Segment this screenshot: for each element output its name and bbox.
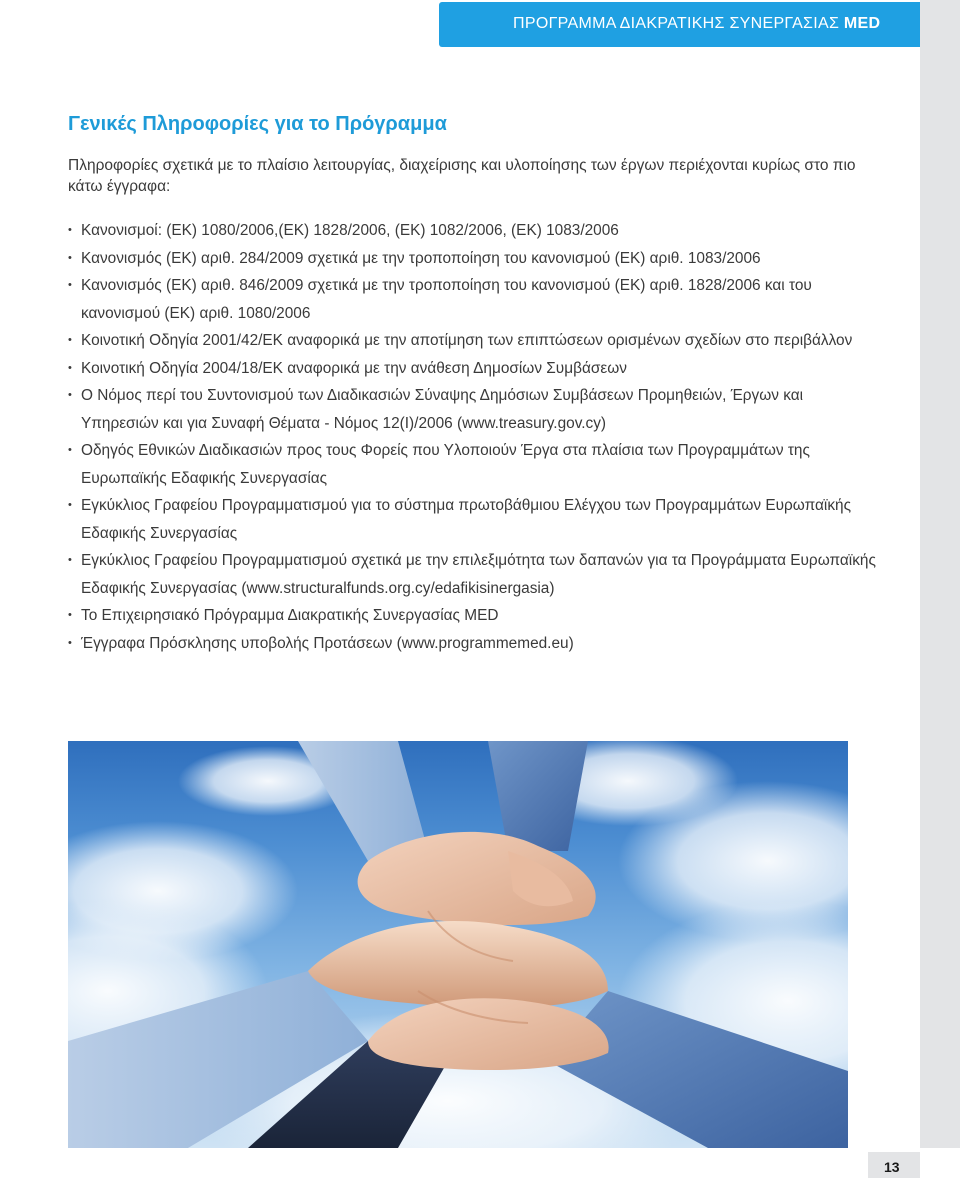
list-item — [68, 547, 878, 602]
list-item-text: Κανονισμοί: (ΕΚ) 1080/2006,(ΕΚ) 1828/2006, (ΕΚ) 1082/2006, (ΕΚ) 1083/2006 — [81, 222, 619, 239]
list-item — [68, 272, 878, 327]
list-item-text: Το Επιχειρησιακό Πρόγραμμα Διακρατικής Συνεργασίας MED — [81, 607, 499, 624]
bullet-icon: • — [68, 334, 72, 346]
program-name-prefix: ΠΡΟΓΡΑΜΜΑ ΔΙΑΚΡΑΤΙΚΗΣ ΣΥΝΕΡΓΑΣΙΑΣ — [513, 15, 844, 32]
hands-teamwork-illustration — [68, 741, 848, 1148]
bullet-icon: • — [68, 554, 72, 566]
list-item-text: Εγκύκλιος Γραφείου Προγραμματισμού σχετικά με την επιλεξιμότητα των δαπανών για τα Προγράμματα Ευρωπαϊκής Εδαφικής Συνεργασίας (www.structuralfunds.org.cy/edafikisinergasia) — [81, 552, 876, 597]
list-item — [68, 602, 878, 630]
bullet-icon: • — [68, 389, 72, 401]
bullet-icon: • — [68, 499, 72, 511]
list-item-text: Κοινοτική Οδηγία 2004/18/ΕΚ αναφορικά με την ανάθεση Δημοσίων Συμβάσεων — [81, 359, 627, 377]
bullet-icon: • — [68, 636, 72, 649]
list-item — [68, 382, 878, 437]
hands-teamwork-photo — [68, 741, 848, 1148]
list-item — [68, 245, 878, 273]
page-edge-strip — [920, 0, 960, 1148]
bullet-icon: • — [68, 224, 72, 236]
list-item-text: Κανονισμός (ΕΚ) αριθ. 284/2009 σχετικά με την τροποποίηση του κανονισμού (ΕΚ) αριθ. 1083/2006 — [81, 249, 761, 267]
list-item — [68, 217, 878, 245]
list-item — [68, 630, 878, 658]
list-item-text: Οδηγός Εθνικών Διαδικασιών προς τους Φορείς που Υλοποιούν Έργα στα πλαίσια των Προγραμμάτων της Ευρωπαϊκής Εδαφικής Συνεργασίας — [81, 442, 810, 487]
page-number: 13 — [884, 1159, 900, 1175]
list-item-text: Εγκύκλιος Γραφείου Προγραμματισμού για το σύστημα πρωτοβάθμιου Ελέγχου των Προγραμμάτων Ευρωπαϊκής Εδαφικής Συνεργασίας — [81, 497, 851, 542]
section-intro: Πληροφορίες σχετικά με το πλαίσιο λειτουργίας, διαχείρισης και υλοποίησης των έργων περιέχονται κυρίως στο πιο κάτω έγγραφα: — [68, 157, 856, 195]
bullet-icon: • — [68, 361, 72, 374]
list-item — [68, 437, 878, 492]
bullet-icon: • — [68, 609, 72, 621]
list-item-text: Κανονισμός (ΕΚ) αριθ. 846/2009 σχετικά με την τροποποίηση του κανονισμού (ΕΚ) αριθ. 1828/2006 και του κανονισμού (ΕΚ) αριθ. 1080/2006 — [81, 277, 812, 322]
bullet-icon: • — [68, 251, 72, 264]
list-item — [68, 492, 878, 547]
list-item-text: Κοινοτική Οδηγία 2001/42/ΕΚ αναφορικά με την αποτίμηση των επιπτώσεων ορισμένων σχεδίων στο περιβάλλον — [81, 332, 853, 349]
program-header-title — [513, 15, 880, 33]
section-title: Γενικές Πληροφορίες για το Πρόγραμμα — [68, 113, 447, 135]
list-item — [68, 327, 878, 355]
program-name-bold: MED — [843, 15, 881, 32]
bullet-icon: • — [68, 444, 72, 456]
documents-list — [68, 217, 878, 657]
list-item-text: Έγγραφα Πρόσκλησης υποβολής Προτάσεων (www.programmemed.eu) — [81, 634, 574, 652]
list-item-text: Ο Νόμος περί του Συντονισμού των Διαδικασιών Σύναψης Δημόσιων Συμβάσεων Προμηθειών, Έργων και Υπηρεσιών και για Συναφή Θέματα - Νόμος 12(Ι)/2006 (www.treasury.gov.cy) — [81, 387, 804, 432]
list-item — [68, 355, 878, 383]
bullet-icon: • — [68, 279, 72, 291]
page-footer — [0, 1148, 960, 1178]
